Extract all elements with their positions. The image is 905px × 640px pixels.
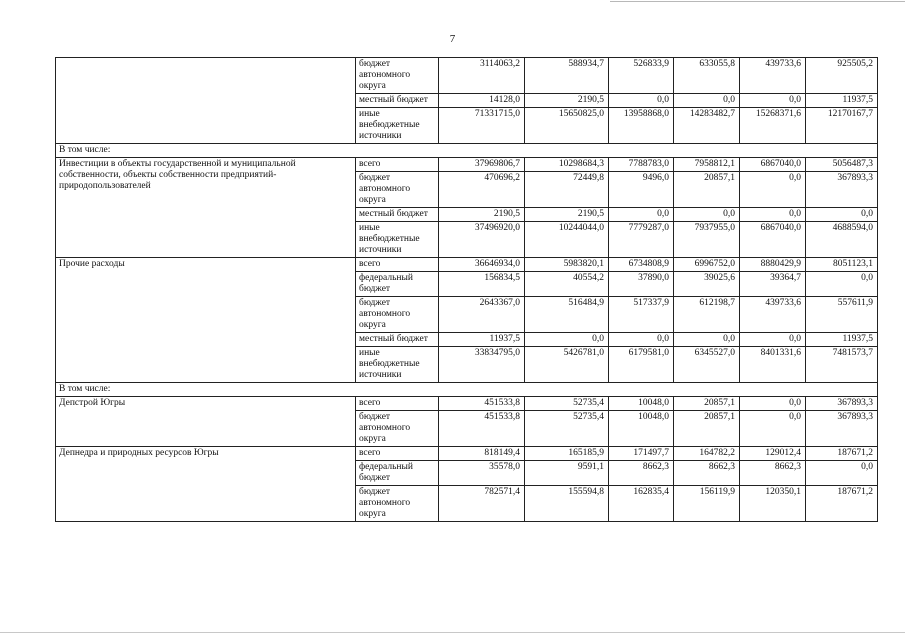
value-cell: 516484,9	[525, 297, 609, 333]
section-label: В том числе:	[56, 144, 878, 158]
value-cell: 72449,8	[525, 172, 609, 208]
scan-edge-top	[610, 1, 905, 2]
value-cell: 6867040,0	[740, 222, 806, 258]
value-cell: 0,0	[609, 94, 674, 108]
value-cell: 633055,8	[674, 58, 740, 94]
section-row	[56, 144, 878, 158]
value-cell: 13958868,0	[609, 108, 674, 144]
value-cell: 15268371,6	[740, 108, 806, 144]
value-cell: 2643367,0	[439, 297, 525, 333]
value-cell: 439733,6	[740, 58, 806, 94]
value-cell: 8662,3	[674, 461, 740, 486]
funding-source: бюджет автономного округа	[356, 58, 439, 94]
value-cell: 37496920,0	[439, 222, 525, 258]
value-cell: 439733,6	[740, 297, 806, 333]
value-cell: 6179581,0	[609, 347, 674, 383]
value-cell: 367893,3	[806, 397, 878, 411]
value-cell: 782571,4	[439, 486, 525, 522]
funding-source: бюджет автономного округа	[356, 172, 439, 208]
scan-edge-bottom	[0, 632, 905, 633]
funding-source: всего	[356, 158, 439, 172]
value-cell: 0,0	[674, 94, 740, 108]
table-body	[56, 58, 878, 522]
value-cell: 165185,9	[525, 447, 609, 461]
value-cell: 451533,8	[439, 397, 525, 411]
value-cell: 0,0	[740, 94, 806, 108]
table-row	[56, 58, 878, 94]
funding-source: иные внебюджетные источники	[356, 108, 439, 144]
value-cell: 52735,4	[525, 397, 609, 411]
value-cell: 6867040,0	[740, 158, 806, 172]
value-cell: 120350,1	[740, 486, 806, 522]
budget-table	[55, 57, 878, 522]
value-cell: 9591,1	[525, 461, 609, 486]
value-cell: 7779287,0	[609, 222, 674, 258]
funding-source: всего	[356, 397, 439, 411]
value-cell: 71331715,0	[439, 108, 525, 144]
value-cell: 7481573,7	[806, 347, 878, 383]
row-label: Депнедра и природных ресурсов Югры	[56, 447, 356, 522]
value-cell: 451533,8	[439, 411, 525, 447]
value-cell: 164782,2	[674, 447, 740, 461]
value-cell: 5056487,3	[806, 158, 878, 172]
value-cell: 187671,2	[806, 447, 878, 461]
value-cell: 0,0	[740, 172, 806, 208]
value-cell: 20857,1	[674, 172, 740, 208]
value-cell: 12170167,7	[806, 108, 878, 144]
row-label: Инвестиции в объекты государственной и муниципальной собственности, объекты собственности предприятий-природопользователей	[56, 158, 356, 258]
table-row	[56, 397, 878, 411]
value-cell: 155594,8	[525, 486, 609, 522]
value-cell: 10048,0	[609, 411, 674, 447]
value-cell: 37890,0	[609, 272, 674, 297]
value-cell: 129012,4	[740, 447, 806, 461]
value-cell: 0,0	[740, 333, 806, 347]
value-cell: 2190,5	[525, 94, 609, 108]
value-cell: 39025,6	[674, 272, 740, 297]
row-label: Депстрой Югры	[56, 397, 356, 447]
value-cell: 156119,9	[674, 486, 740, 522]
value-cell: 0,0	[525, 333, 609, 347]
value-cell: 11937,5	[439, 333, 525, 347]
value-cell: 2190,5	[439, 208, 525, 222]
page-number: 7	[449, 33, 456, 45]
value-cell: 20857,1	[674, 397, 740, 411]
value-cell: 0,0	[609, 333, 674, 347]
value-cell: 588934,7	[525, 58, 609, 94]
value-cell: 557611,9	[806, 297, 878, 333]
funding-source: федеральный бюджет	[356, 272, 439, 297]
value-cell: 7788783,0	[609, 158, 674, 172]
value-cell: 40554,2	[525, 272, 609, 297]
value-cell: 5426781,0	[525, 347, 609, 383]
row-label	[56, 58, 356, 144]
value-cell: 612198,7	[674, 297, 740, 333]
value-cell: 7937955,0	[674, 222, 740, 258]
value-cell: 0,0	[740, 208, 806, 222]
value-cell: 14283482,7	[674, 108, 740, 144]
funding-source: иные внебюджетные источники	[356, 222, 439, 258]
value-cell: 11937,5	[806, 94, 878, 108]
funding-source: местный бюджет	[356, 94, 439, 108]
value-cell: 8401331,6	[740, 347, 806, 383]
value-cell: 6734808,9	[609, 258, 674, 272]
value-cell: 37969806,7	[439, 158, 525, 172]
value-cell: 8662,3	[740, 461, 806, 486]
value-cell: 162835,4	[609, 486, 674, 522]
value-cell: 10048,0	[609, 397, 674, 411]
value-cell: 925505,2	[806, 58, 878, 94]
value-cell: 14128,0	[439, 94, 525, 108]
value-cell: 171497,7	[609, 447, 674, 461]
funding-source: местный бюджет	[356, 333, 439, 347]
value-cell: 7958812,1	[674, 158, 740, 172]
table-row	[56, 258, 878, 272]
value-cell: 6345527,0	[674, 347, 740, 383]
value-cell: 20857,1	[674, 411, 740, 447]
value-cell: 0,0	[806, 461, 878, 486]
value-cell: 2190,5	[525, 208, 609, 222]
value-cell: 367893,3	[806, 172, 878, 208]
value-cell: 35578,0	[439, 461, 525, 486]
value-cell: 0,0	[674, 208, 740, 222]
value-cell: 0,0	[674, 333, 740, 347]
value-cell: 5983820,1	[525, 258, 609, 272]
table-row	[56, 158, 878, 172]
funding-source: бюджет автономного округа	[356, 486, 439, 522]
value-cell: 4688594,0	[806, 222, 878, 258]
funding-source: бюджет автономного округа	[356, 411, 439, 447]
value-cell: 818149,4	[439, 447, 525, 461]
value-cell: 10298684,3	[525, 158, 609, 172]
value-cell: 10244044,0	[525, 222, 609, 258]
value-cell: 15650825,0	[525, 108, 609, 144]
value-cell: 0,0	[806, 272, 878, 297]
funding-source: местный бюджет	[356, 208, 439, 222]
value-cell: 187671,2	[806, 486, 878, 522]
value-cell: 8880429,9	[740, 258, 806, 272]
value-cell: 517337,9	[609, 297, 674, 333]
value-cell: 6996752,0	[674, 258, 740, 272]
value-cell: 11937,5	[806, 333, 878, 347]
funding-source: федеральный бюджет	[356, 461, 439, 486]
section-label: В том числе:	[56, 383, 878, 397]
funding-source: иные внебюджетные источники	[356, 347, 439, 383]
value-cell: 52735,4	[525, 411, 609, 447]
value-cell: 0,0	[740, 411, 806, 447]
section-row	[56, 383, 878, 397]
value-cell: 3114063,2	[439, 58, 525, 94]
value-cell: 8662,3	[609, 461, 674, 486]
row-label: Прочие расходы	[56, 258, 356, 383]
funding-source: всего	[356, 258, 439, 272]
value-cell: 39364,7	[740, 272, 806, 297]
value-cell: 8051123,1	[806, 258, 878, 272]
value-cell: 36646934,0	[439, 258, 525, 272]
value-cell: 9496,0	[609, 172, 674, 208]
table-row	[56, 447, 878, 461]
value-cell: 470696,2	[439, 172, 525, 208]
value-cell: 156834,5	[439, 272, 525, 297]
value-cell: 0,0	[806, 208, 878, 222]
value-cell: 367893,3	[806, 411, 878, 447]
value-cell: 33834795,0	[439, 347, 525, 383]
value-cell: 0,0	[740, 397, 806, 411]
value-cell: 526833,9	[609, 58, 674, 94]
value-cell: 0,0	[609, 208, 674, 222]
funding-source: бюджет автономного округа	[356, 297, 439, 333]
funding-source: всего	[356, 447, 439, 461]
